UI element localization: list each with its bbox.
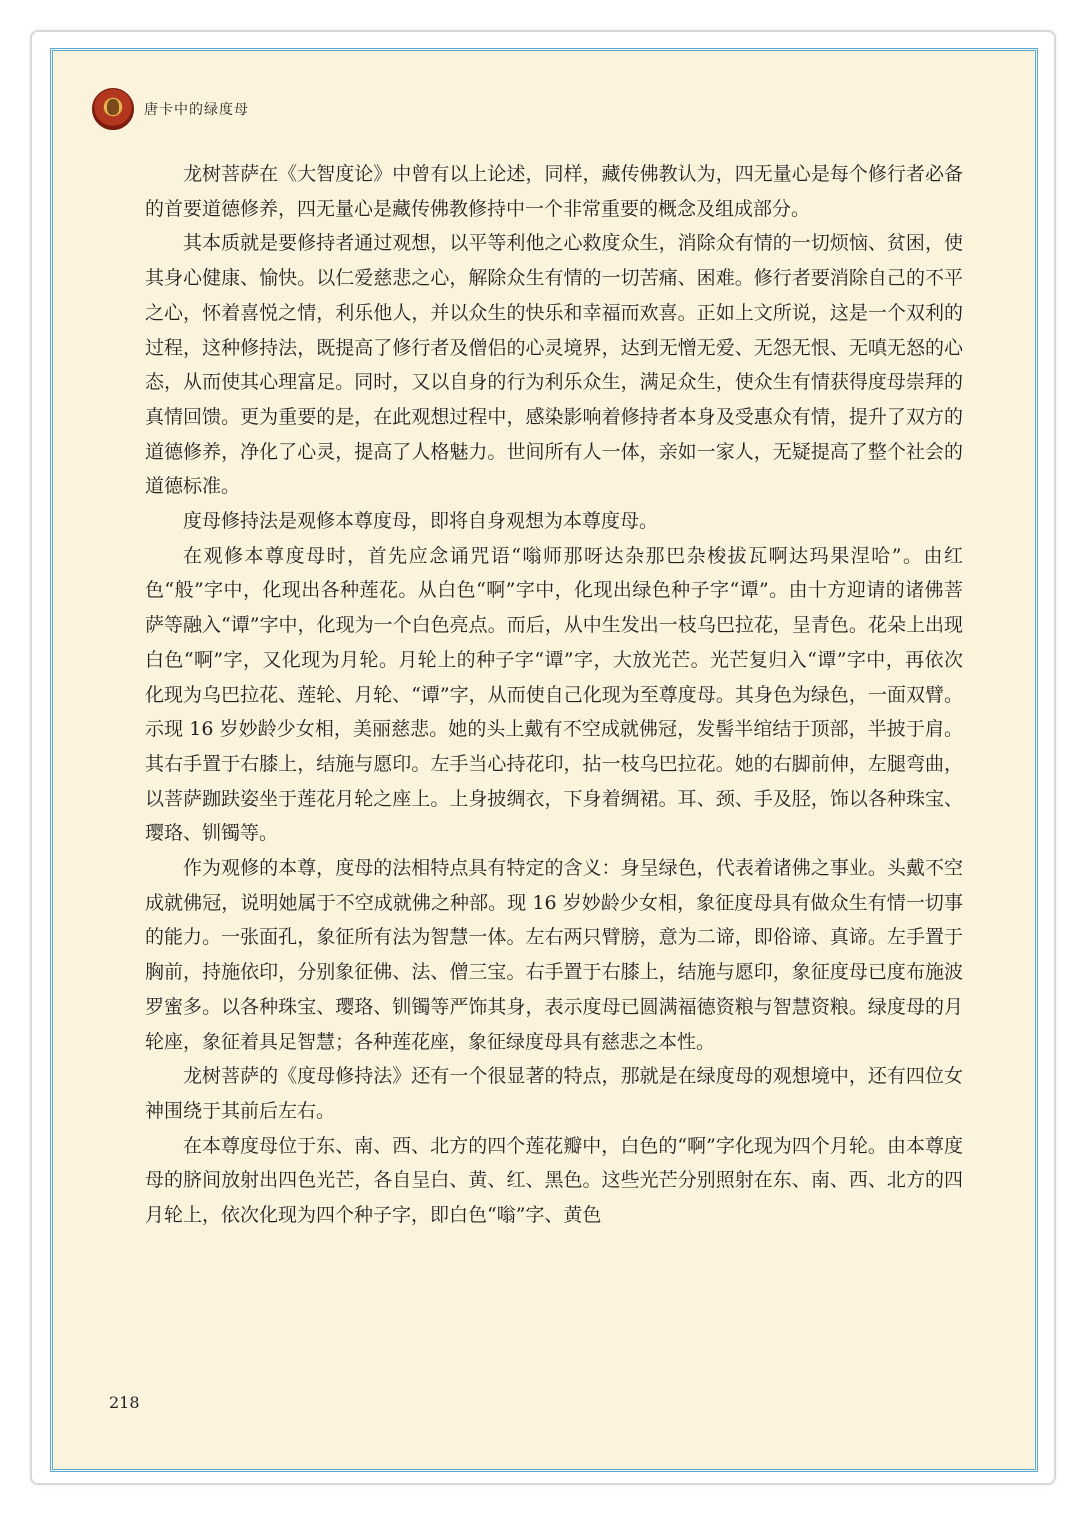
- paragraph-5: 作为观修的本尊，度母的法相特点具有特定的含义：身呈绿色，代表着诸佛之事业。头戴不空成就佛冠，说明她属于不空成就佛之种部。现 16 岁妙龄少女相，象征度母具有做众生有情一切事的能力。一张面孔，象征所有法为智慧一体。左右两只臂膀，意为二谛，即俗谛、真谛。左手置于胸前，持施依印，分别象征佛、法、僧三宝。右手置于右膝上，结施与愿印，象征度母已度布施波罗蜜多。以各种珠宝、璎珞、钏镯等严饰其身，表示度母已圆满福德资粮与智慧资粮。绿度母的月轮座，象征着具足智慧；各种莲花座，象征绿度母具有慈悲之本性。: [145, 857, 963, 1053]
- paragraph-2: 其本质就是要修持者通过观想，以平等利他之心救度众生，消除众有情的一切烦恼、贫困，使其身心健康、愉快。以仁爱慈悲之心，解除众生有情的一切苦痛、困难。修行者要消除自己的不平之心，怀着喜悦之情，利乐他人，并以众生的快乐和幸福而欢喜。正如上文所说，这是一个双利的过程，这种修持法，既提高了修行者及僧侣的心灵境界，达到无憎无爱、无怨无恨、无嗔无怒的心态，从而使其心理富足。同时，又以自身的行为利乐众生，满足众生，使众生有情获得度母崇拜的真情回馈。更为重要的是，在此观想过程中，感染影响着修持者本身及受惠众有情，提升了双方的道德修养，净化了心灵，提高了人格魅力。世间所有人一体，亲如一家人，无疑提高了整个社会的道德标准。: [145, 232, 963, 498]
- paragraph-6: 龙树菩萨的《度母修持法》还有一个很显著的特点，那就是在绿度母的观想境中，还有四位女神围绕于其前后左右。: [145, 1065, 963, 1122]
- thangka-seal-icon: [92, 88, 134, 130]
- paragraph-1: 龙树菩萨在《大智度论》中曾有以上论述，同样，藏传佛教认为，四无量心是每个修行者必备的首要道德修养，四无量心是藏传佛教修持中一个非常重要的概念及组成部分。: [145, 163, 963, 220]
- running-header: [92, 88, 249, 130]
- paragraph-4: 在观修本尊度母时，首先应念诵咒语“嗡师那呀达杂那巴杂梭拔瓦啊达玛果涅哈”。由红色“般”字中，化现出各种莲花。从白色“啊”字中，化现出绿色种子字“谭”。由十方迎请的诸佛菩萨等融入“谭”字中，化现为一个白色亮点。而后，从中生发出一枝乌巴拉花，呈青色。花朵上出现白色“啊”字，又化现为月轮。月轮上的种子字“谭”字，大放光芒。光芒复归入“谭”字中，再依次化现为乌巴拉花、莲轮、月轮、“谭”字，从而使自己化现为至尊度母。其身色为绿色，一面双臂。示现 16 岁妙龄少女相，美丽慈悲。她的头上戴有不空成就佛冠，发髻半绾结于顶部，半披于肩。其右手置于右膝上，结施与愿印。左手当心持花印，拈一枝乌巴拉花。她的右脚前伸，左腿弯曲，以菩萨跏趺姿坐于莲花月轮之座上。上身披绸衣，下身着绸裙。耳、颈、手及胫，饰以各种珠宝、璎珞、钏镯等。: [145, 544, 963, 845]
- page-number: 218: [109, 1393, 140, 1412]
- paragraph-3: 度母修持法是观修本尊度母，即将自身观想为本尊度母。: [183, 510, 659, 533]
- paragraph-7: 在本尊度母位于东、南、西、北方的四个莲花瓣中，白色的“啊”字化现为四个月轮。由本尊度母的脐间放射出四色光芒，各自呈白、黄、红、黑色。这些光芒分别照射在东、南、西、北方的四月轮上，依次化现为四个种子字，即白色“嗡”字、黄色: [145, 1134, 963, 1227]
- body-text: [145, 157, 963, 1233]
- book-title: 唐卡中的绿度母: [144, 102, 249, 118]
